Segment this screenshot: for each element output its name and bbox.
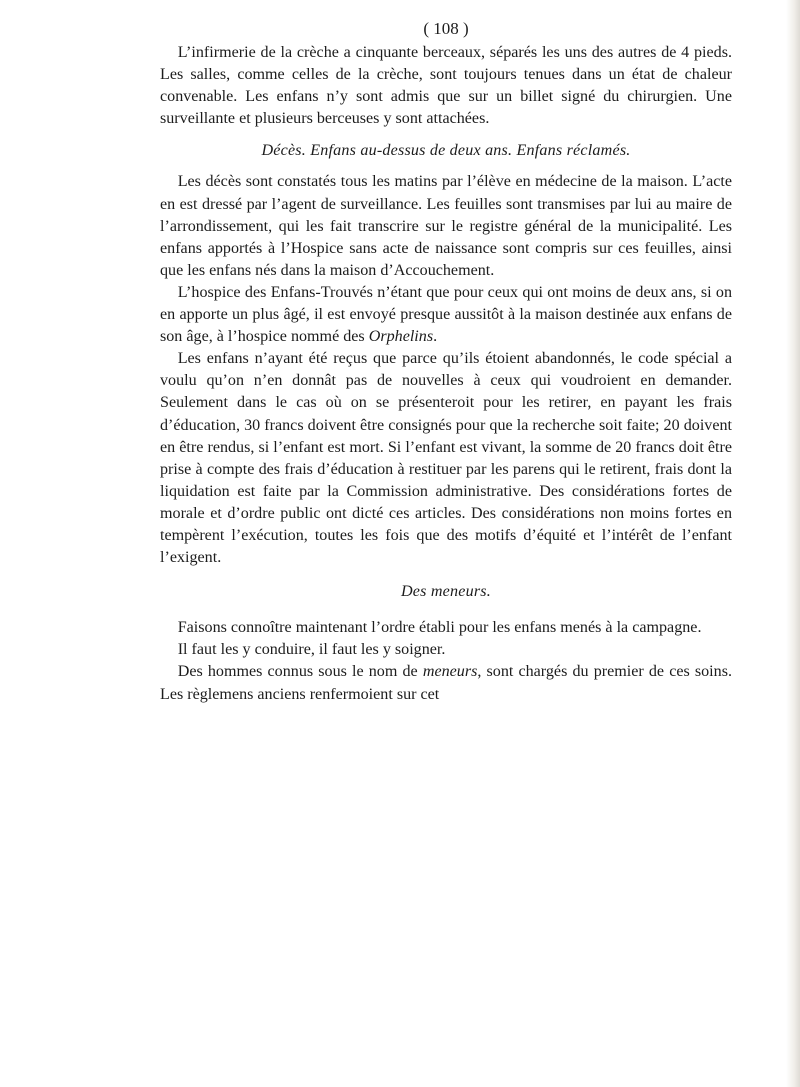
section-heading-meneurs: Des meneurs. [400, 583, 491, 601]
paragraph-campagne: Faisons connoître maintenant l’ordre établi pour les enfans menés à la campagne. [177, 619, 702, 637]
page-edge-shadow [786, 0, 800, 1087]
section-heading-deces: Décès. Enfans au-dessus de deux ans. Enfans réclamés. [261, 142, 631, 160]
paragraph-conduire: Il faut les y conduire, il faut les y soigner. [177, 641, 446, 659]
paragraph-meneurs-text: Des hommes connus sous le nom de [177, 663, 423, 681]
meneurs-italic: meneurs [422, 663, 478, 681]
paragraph-meneurs [160, 661, 732, 705]
text-block [160, 18, 732, 706]
paragraph-hospice-end: . [433, 328, 438, 346]
paragraph-meneurs-end: , sont chargés du premier de ces soins. Les règlemens anciens renfermoient sur cet [160, 663, 732, 703]
paragraph-infirmerie: L’infirmerie de la crèche a cinquante berceaux, séparés les uns des autres de 4 pieds. Les salles, comme celles de la crèche, sont toujours tenues dans un état de chaleur convenable. Les enfans n’y sont admis que sur un billet signé du chirurgien. Une surveillante et plusieurs berceuses y sont attachées. [160, 44, 732, 128]
paragraph-hospice-orphelins [160, 282, 732, 348]
page-number: ( 108 ) [423, 19, 469, 38]
paragraph-hospice-text: L’hospice des Enfans-Trouvés n’étant que pour ceux qui ont moins de deux ans, si on en apporte un plus âgé, il est envoyé presque aussitôt à la maison destinée aux enfans de son âge, à l’hospice nommé des [160, 283, 732, 346]
orphelins-italic: Orphelins [368, 328, 434, 346]
paragraph-enfans-reclames: Les enfans n’ayant été reçus que parce qu’ils étoient abandonnés, le code spécial a voulu qu’on n’en donnât pas de nouvelles à ceux qui voudroient en demander. Seulement dans le cas où on se présenteroit pour les retirer, en payant les frais d’éducation, 30 francs doivent être consignés pour que la recherche soit faite; 20 doivent en être rendus, si l’enfant est mort. Si l’enfant est vivant, la somme de 20 francs doit être prise à compte des frais d’éducation à restituer par les parens qui le retirent, frais dont la liquidation est faite par la Commission administrative. Des considérations fortes de morale et d’ordre public ont dicté ces articles. Des considérations non moins fortes en tempèrent l’exécution, toutes les fois que des motifs d’équité et l’intérêt de l’enfant l’exigent. [160, 350, 732, 567]
paragraph-deces: Les décès sont constatés tous les matins par l’élève en médecine de la maison. L’acte en est dressé par l’agent de surveillance. Les feuilles sont transmises par lui au maire de l’arrondissement, qui les fait transcrire sur le registre général de la municipalité. Les enfans apportés à l’Hospice sans acte de naissance sont compris sur ces feuilles, ainsi que les enfans nés dans la maison d’Accouchement. [160, 173, 732, 279]
